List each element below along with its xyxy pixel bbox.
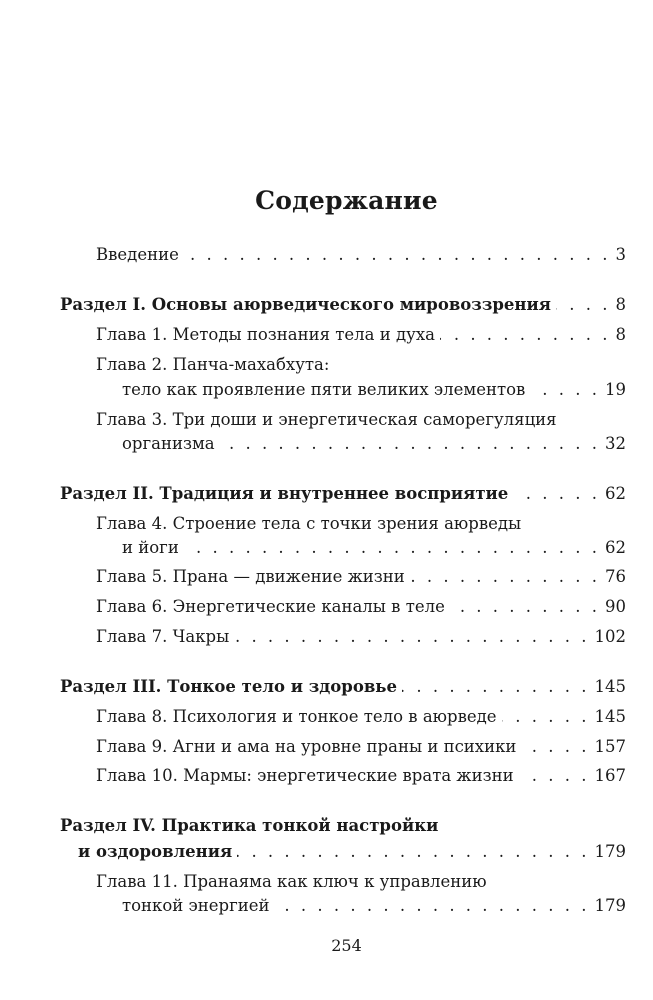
toc-chapter-label: Глава 1. Методы познания тела и духа (96, 325, 435, 344)
toc-section-page: 145 (594, 677, 626, 696)
toc-chapter-label: Глава 7. Чакры (96, 627, 230, 646)
toc-chapter-page: 157 (594, 737, 626, 756)
toc-chapter-4 (122, 537, 626, 559)
page-number: 254 (331, 936, 362, 955)
toc-chapter-label: тело как проявление пяти великих элементов (122, 380, 526, 399)
toc-section-1 (60, 294, 626, 316)
toc-chapter-page: 90 (605, 597, 626, 616)
toc-entry-page: 3 (615, 245, 626, 264)
toc-chapter-page: 8 (615, 325, 626, 344)
toc-chapter-label: Глава 10. Мармы: энергетические врата жизни (96, 766, 514, 785)
toc-chapter-2-title: Глава 2. Панча-махабхута: (96, 355, 330, 374)
leader-dots (220, 433, 600, 455)
toc-chapter-page: 167 (594, 766, 626, 785)
leader-dots (234, 626, 589, 648)
leader-dots (556, 294, 611, 316)
toc-chapter-label: Глава 6. Энергетические каналы в теле (96, 597, 445, 616)
leader-dots (184, 537, 600, 559)
toc-section-4-title: Раздел IV. Практика тонкой настройки (60, 816, 439, 835)
toc-chapter-10 (96, 765, 626, 787)
page-title: Содержание (255, 186, 438, 215)
leader-dots (410, 566, 600, 588)
leader-dots (237, 841, 589, 863)
toc-chapter-11 (122, 895, 626, 917)
toc-chapter-9 (96, 736, 626, 758)
toc-entry-intro (96, 244, 626, 266)
toc-chapter-7 (96, 626, 626, 648)
toc-section-2 (60, 483, 626, 505)
toc-section-label: и оздоровления (78, 842, 233, 861)
toc-chapter-5 (96, 566, 626, 588)
toc-section-label: Раздел II. Традиция и внутреннее восприятие (60, 484, 509, 503)
toc-section-page: 62 (605, 484, 626, 503)
leader-dots (521, 736, 589, 758)
toc-chapter-page: 179 (594, 896, 626, 915)
leader-dots (184, 244, 611, 266)
toc-chapter-label: организма (122, 434, 215, 453)
leader-dots (440, 324, 611, 346)
toc-chapter-3-title: Глава 3. Три доши и энергетическая саморегуляция (96, 410, 557, 429)
toc-chapter-page: 19 (605, 380, 626, 399)
toc-chapter-label: Глава 8. Психология и тонкое тело в аюрведе (96, 707, 497, 726)
toc-section-label: Раздел III. Тонкое тело и здоровье (60, 677, 397, 696)
toc-chapter-2 (122, 379, 626, 401)
toc-section-3 (60, 676, 626, 698)
toc-chapter-8 (96, 706, 626, 728)
leader-dots (519, 765, 590, 787)
leader-dots (402, 676, 590, 698)
leader-dots (450, 596, 600, 618)
leader-dots (275, 895, 590, 917)
toc-chapter-page: 76 (605, 567, 626, 586)
toc-chapter-4-title: Глава 4. Строение тела с точки зрения аюрведы (96, 514, 522, 533)
toc-chapter-page: 62 (605, 538, 626, 557)
toc-chapter-page: 102 (594, 627, 626, 646)
toc-chapter-3 (122, 433, 626, 455)
toc-chapter-11-title: Глава 11. Пранаяма как ключ к управлению (96, 872, 487, 891)
toc-section-4 (78, 841, 626, 863)
toc-section-page: 179 (594, 842, 626, 861)
toc-chapter-label: Глава 5. Прана — движение жизни (96, 567, 405, 586)
toc-chapter-label: тонкой энергией (122, 896, 270, 915)
toc-chapter-6 (96, 596, 626, 618)
toc-chapter-page: 32 (605, 434, 626, 453)
toc-section-label: Раздел I. Основы аюрведического мировоззрения (60, 295, 551, 314)
toc-chapter-label: Глава 9. Агни и ама на уровне праны и психики (96, 737, 517, 756)
toc-chapter-page: 145 (594, 707, 626, 726)
leader-dots (513, 483, 600, 505)
toc-chapter-label: и йоги (122, 538, 179, 557)
leader-dots (502, 706, 590, 728)
toc-entry-label: Введение (96, 245, 179, 264)
toc-chapter-1 (96, 324, 626, 346)
toc-section-page: 8 (615, 295, 626, 314)
leader-dots (530, 379, 600, 401)
